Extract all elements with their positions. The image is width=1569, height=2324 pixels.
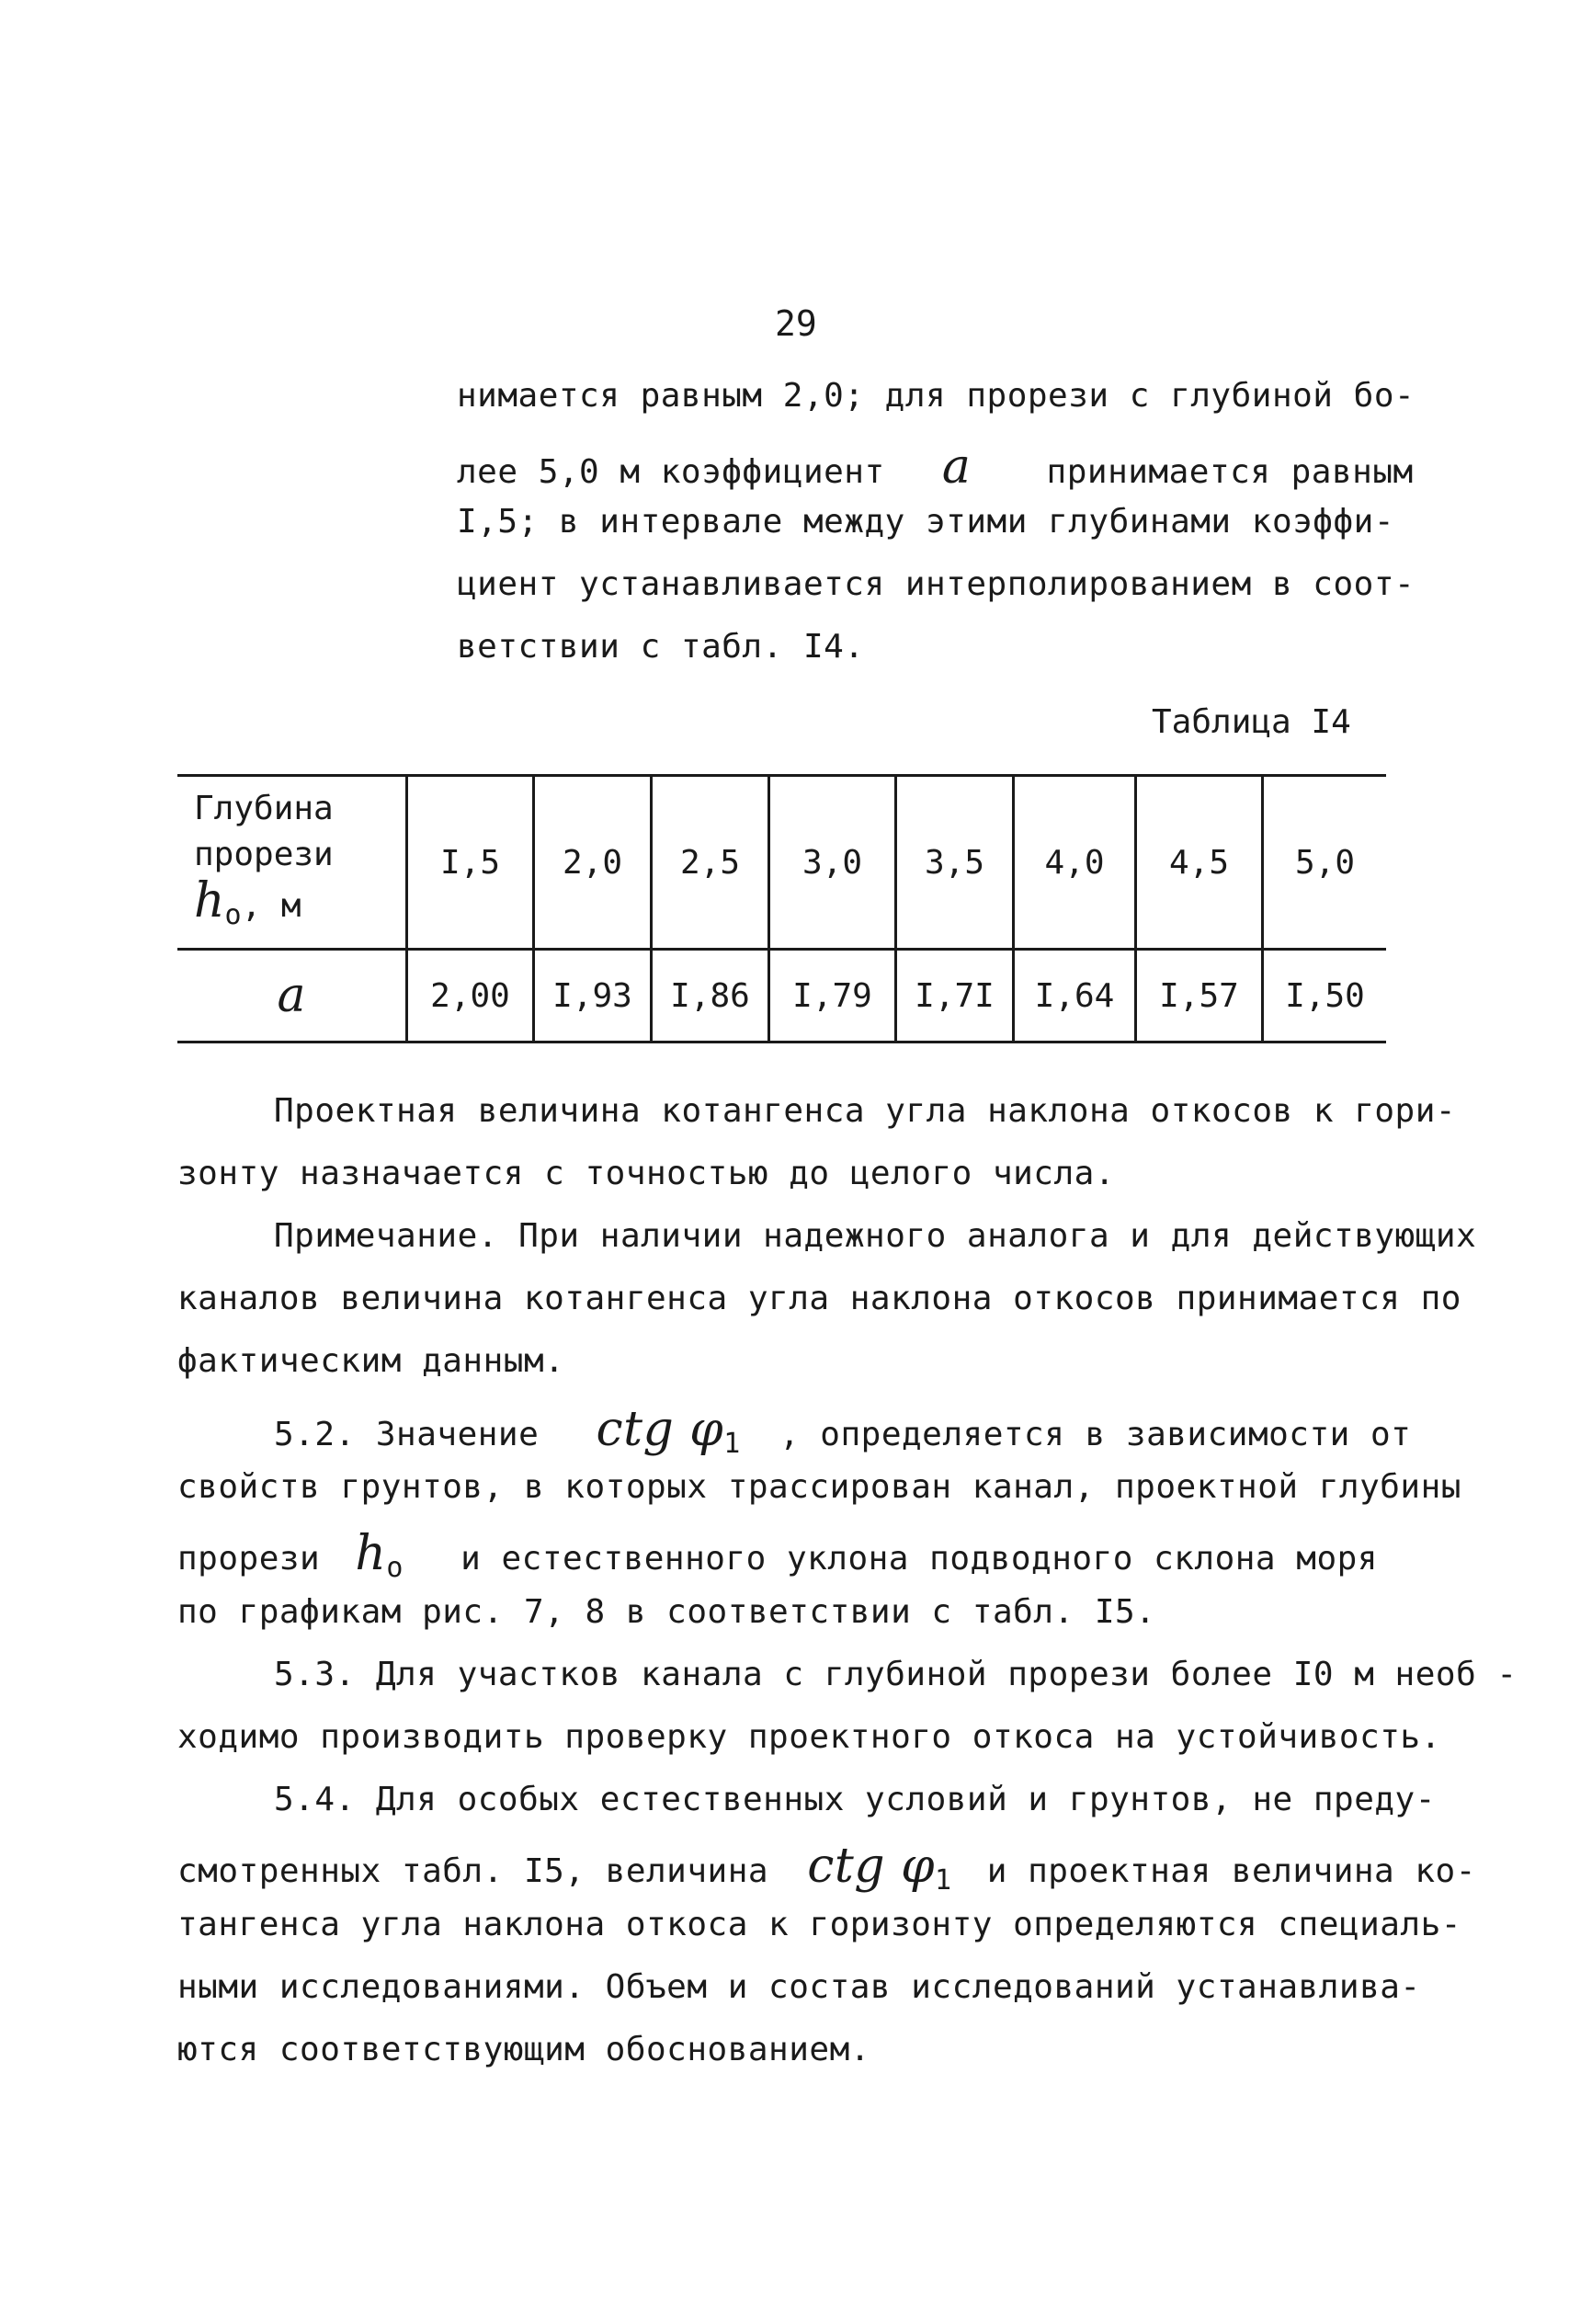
- p52-line-3: [177, 1526, 1378, 1584]
- value-cell: 2,00: [407, 950, 534, 1042]
- p54-line-3: тангенса угла наклона откоса к горизонту определяются специаль-: [177, 1906, 1461, 1943]
- symbol-a: a: [941, 439, 972, 495]
- p1-line-1: Проектная величина котангенса угла наклона откосов к гори-: [274, 1092, 1457, 1130]
- value-cell: I,79: [769, 950, 896, 1042]
- stub-line-1: Глубина: [194, 789, 334, 827]
- depth-cell: 2,5: [652, 776, 769, 950]
- depth-cell: 3,0: [769, 776, 896, 950]
- stub-line-3: [194, 872, 405, 939]
- table-value-row: [177, 950, 1386, 1042]
- stub-symbol-sub: o: [224, 899, 242, 932]
- table-caption: Таблица I4: [1152, 703, 1351, 741]
- depth-cell: 4,0: [1014, 776, 1136, 950]
- depth-cell: 5,0: [1263, 776, 1387, 950]
- p54-line-1: 5.4. Для особых естественных условий и грунтов, не преду-: [274, 1781, 1436, 1818]
- intro-line-2: [457, 439, 1414, 495]
- depth-cell: 2,0: [534, 776, 652, 950]
- p52-line-3b: и естественного уклона подводного склона моря: [460, 1540, 1378, 1578]
- p52-line-2: свойств грунтов, в которых трассирован канал, проектной глубины: [177, 1468, 1461, 1506]
- value-cell: I,7I: [896, 950, 1014, 1042]
- p52-line-3a: прорези: [177, 1540, 321, 1578]
- p1-line-2: зонту назначается с точностью до целого числа.: [177, 1155, 1115, 1192]
- note-line-1: Примечание. При наличии надежного аналога и для действующих: [274, 1217, 1477, 1255]
- intro-line-2-tail: принимается равным: [1046, 453, 1414, 491]
- p54-ctg-symbol: ctg φ: [807, 1839, 935, 1894]
- row-symbol-a: a: [277, 968, 306, 1023]
- p52-rest: , определяется в зависимости от: [779, 1416, 1412, 1453]
- p53-line-2: ходимо производить проверку проектного откоса на устойчивость.: [177, 1718, 1441, 1756]
- value-cell: I,50: [1263, 950, 1387, 1042]
- p54-line-2: [177, 1839, 1476, 1897]
- note-line-2: каналов величина котангенса угла наклона откосов принимается по: [177, 1280, 1461, 1317]
- intro-line-3: I,5; в интервале между этими глубинами коэффи-: [457, 503, 1394, 541]
- intro-line-2-text: лее 5,0 м коэффициент: [457, 453, 885, 491]
- p52-h-sub: o: [386, 1552, 404, 1585]
- intro-line-5: ветствии с табл. I4.: [457, 628, 865, 666]
- page-number: 29: [775, 303, 817, 344]
- intro-line-1: нимается равным 2,0; для прорези с глубиной бо-: [457, 377, 1416, 415]
- stub-symbol-h: h: [194, 872, 225, 928]
- stub-unit: , м: [241, 886, 301, 925]
- table-stub-header: [177, 776, 407, 950]
- value-cell: I,86: [652, 950, 769, 1042]
- depth-cell: I,5: [407, 776, 534, 950]
- value-cell: I,64: [1014, 950, 1136, 1042]
- p52-line-4: по графикам рис. 7, 8 в соответствии с табл. I5.: [177, 1593, 1156, 1631]
- value-cell: I,57: [1136, 950, 1263, 1042]
- depth-cell: 4,5: [1136, 776, 1263, 950]
- p52-h-symbol: h: [355, 1526, 387, 1581]
- p54-line-5: ются соответствующим обоснованием.: [177, 2031, 870, 2068]
- note-line-3: фактическим данным.: [177, 1342, 565, 1380]
- p54-line-2a: смотренных табл. I5, величина: [177, 1852, 769, 1890]
- table-header-row: [177, 776, 1386, 950]
- p52-ctg-symbol: ctg φ: [596, 1402, 724, 1457]
- depth-coefficient-table: [177, 774, 1386, 1043]
- p52-line-1: [274, 1402, 1411, 1460]
- p52-ctg-sub: 1: [723, 1428, 741, 1461]
- p52-start: 5.2. Значение: [274, 1416, 540, 1453]
- stub-line-2: прорези: [194, 835, 334, 873]
- p54-line-4: ными исследованиями. Объем и состав исследований устанавлива-: [177, 1968, 1421, 2006]
- p54-ctg-sub: 1: [934, 1864, 952, 1897]
- p54-line-2b: и проектная величина ко-: [986, 1852, 1476, 1890]
- value-cell: I,93: [534, 950, 652, 1042]
- p53-line-1: 5.3. Для участков канала с глубиной прорези более I0 м необ -: [274, 1656, 1518, 1693]
- depth-cell: 3,5: [896, 776, 1014, 950]
- intro-line-4: циент устанавливается интерполированием в соот-: [457, 565, 1416, 603]
